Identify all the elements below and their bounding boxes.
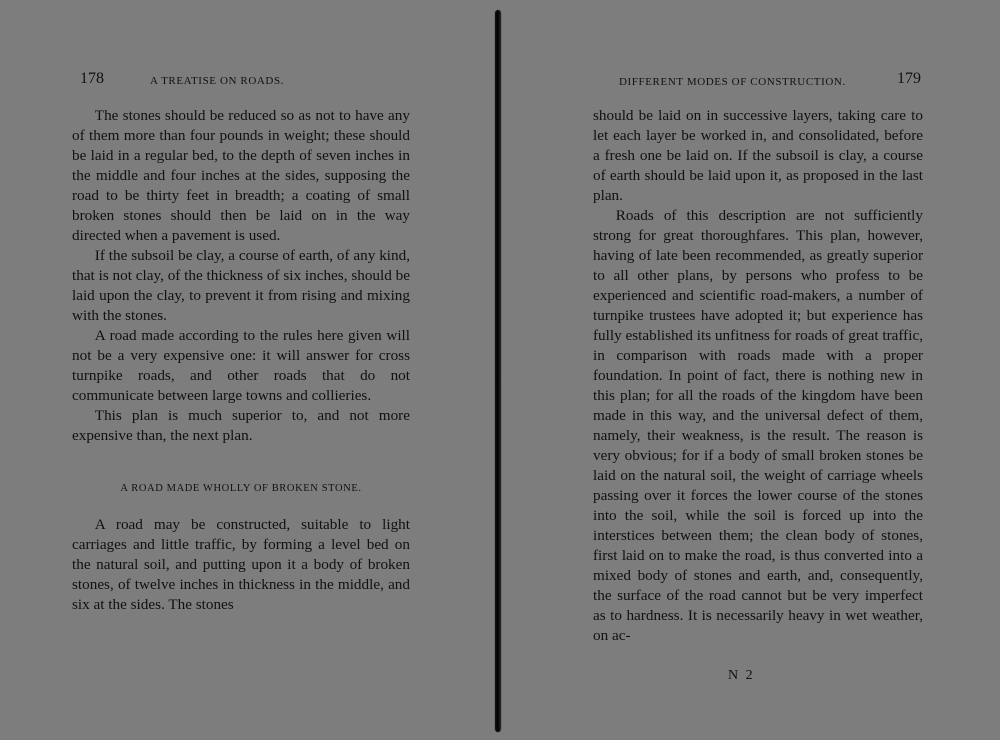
right-text-block xyxy=(593,106,923,646)
left-paragraph-3: A road made according to the rules here given will not be a very expensive one: it will answer for cross turnpike roads, and other roads that do not communicate between large towns and collieries. xyxy=(72,327,410,404)
right-running-title: DIFFERENT MODES OF CONSTRUCTION. xyxy=(619,76,846,88)
book-gutter xyxy=(495,10,501,732)
left-page xyxy=(72,70,410,615)
right-page-number: 179 xyxy=(897,70,921,87)
left-paragraph-4: This plan is much superior to, and not more expensive than, the next plan. xyxy=(72,407,410,444)
left-running-head xyxy=(72,70,410,92)
right-paragraph-1: Roads of this description are not sufficiently strong for great thoroughfares. This plan, however, having of late been recommended, as greatly superior to all other plans, by persons who profess to be experienced and scientific road-makers, a number of turnpike trustees have adopted it; but experience has fully established its unfitness for roads of great traffic, in comparison with roads made with a proper foundation. In point of fact, there is nothing new in this plan; for all the roads of the kingdom have been made in this way, and the universal defect of them, namely, their weakness, is the result. The reason is very obvious; for if a body of small broken stones be laid on the natural soil, the weight of carriage wheels passing over it forces the lower course of the stones into the soil, while the soil is forced up into the interstices between them; the clean body of stones, first laid on to make the road, is thus converted into a mixed body of stones and earth, and, consequently, the surface of the road cannot but be very imperfect as to hardness. It is necessarily heavy in wet weather, on ac- xyxy=(593,207,923,644)
left-paragraph-5: A road may be constructed, suitable to light carriages and little traffic, by forming a level bed on the natural soil, and putting upon it a body of broken stones, of twelve inches in thickness in the middle, and six at the sides. The stones xyxy=(72,516,410,613)
left-text-block xyxy=(72,106,410,615)
printer-signature: N 2 xyxy=(728,668,755,683)
left-running-title: A TREATISE ON ROADS. xyxy=(150,75,285,87)
right-running-head xyxy=(593,70,923,92)
left-paragraph-1: The stones should be reduced so as not to have any of them more than four pounds in weight; these should be laid in a regular bed, to the depth of seven inches in the middle and four inches at the sides, supposing the road to be thirty feet in breadth; a coating of small broken stones should then be laid on in the way directed when a pavement is used. xyxy=(72,107,410,244)
left-page-number: 178 xyxy=(80,70,104,87)
left-paragraph-2: If the subsoil be clay, a course of earth, of any kind, that is not clay, of the thickness of six inches, should be laid upon the clay, to prevent it from rising and mixing with the stones. xyxy=(72,247,410,324)
section-heading: A ROAD MADE WHOLLY OF BROKEN STONE. xyxy=(120,483,362,494)
right-page xyxy=(593,70,923,683)
right-continued-paragraph: should be laid on in successive layers, taking care to let each layer be worked in, and consolidated, before a fresh one be laid on. If the subsoil is clay, a course of earth should be laid upon it, as proposed in the last plan. xyxy=(593,107,923,204)
